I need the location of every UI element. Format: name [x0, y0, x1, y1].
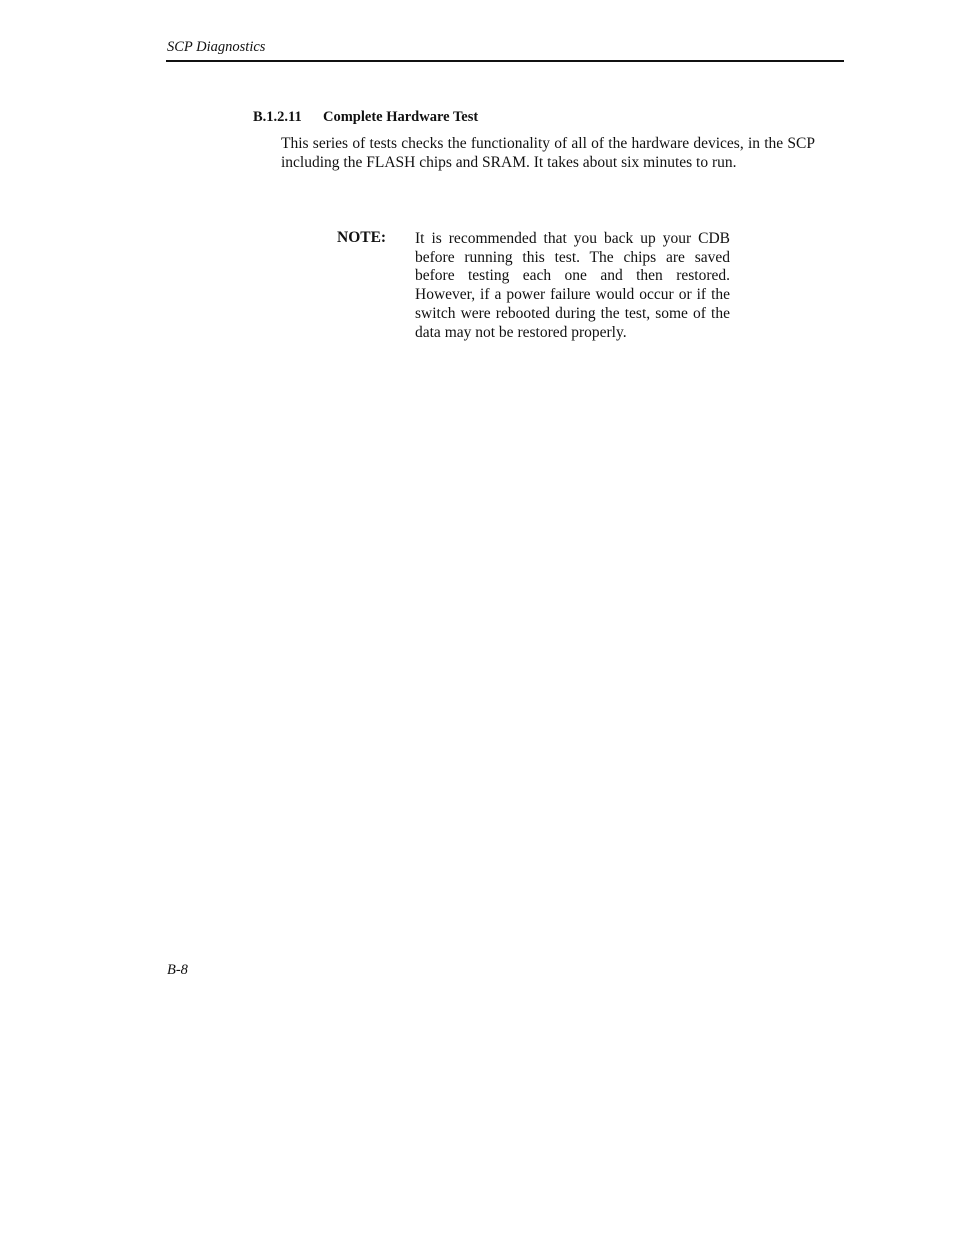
note-text: It is recommended that you back up your CDB before running this test. The chips are saved before testing each one and then restored. However, if a power failure would occur or if the switch were rebooted during the test, some of the data may not be restored properly.	[415, 230, 730, 341]
note-label: NOTE:	[337, 229, 387, 246]
running-header: SCP Diagnostics	[167, 39, 266, 55]
section-title: Complete Hardware Test	[323, 109, 479, 125]
section-number: B.1.2.11	[253, 109, 302, 125]
section-heading	[253, 108, 478, 126]
body-paragraph: This series of tests checks the functionality of all of the hardware devices, in the SCP including the FLASH chips and SRAM. It takes about six minutes to run.	[281, 135, 815, 171]
page-number: B-8	[167, 962, 188, 978]
header-rule	[166, 60, 844, 62]
